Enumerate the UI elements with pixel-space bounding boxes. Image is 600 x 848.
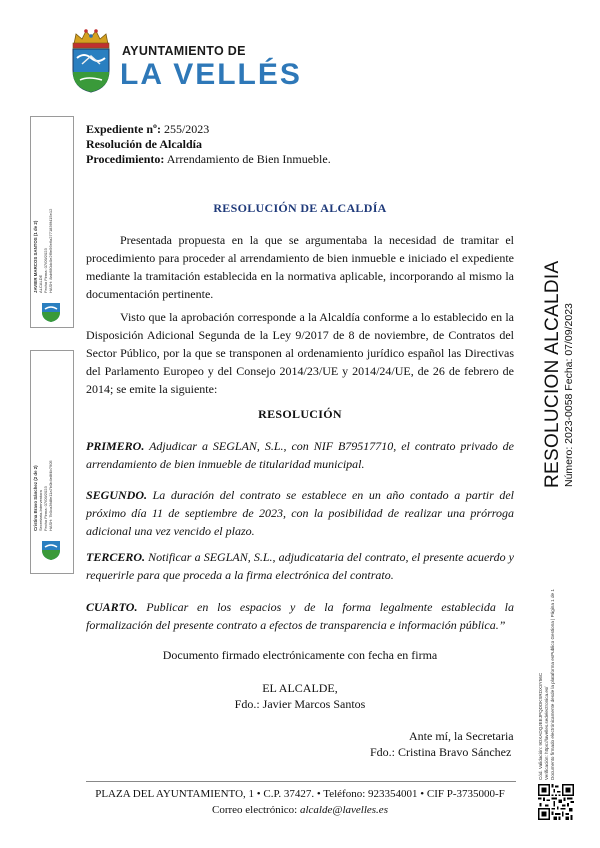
clause-segundo [86,486,514,540]
signature-hash: HASH: 8ab680dc0e2f9e56e6a2771836f415e12 [48,208,53,293]
paragraph-text: Visto que la aprobación corresponde a la Alcaldía conforme a lo establecido en la Disposición Adicional Segunda de la Ley 9/2017 de 8 de noviembre, de Contratos del Sector Público, por la que se transponen al ordenamiento jurídico español las Directivas del Parlamento Europeo y del Consejo 2014/23/UE y 2014/24/UE, de 26 de febrero de 2014; se emite la siguiente: [86,310,514,396]
mayor-title: EL ALCALDE, [262,681,338,695]
clause-cuarto [86,598,514,634]
procedimiento-label: Procedimiento: [86,152,165,166]
procedimiento-value: Arrendamiento de Bien Inmueble. [166,152,331,166]
clause-text: Notificar a SEGLAN, S.L., adjudicataria del contrato, el presente acuerdo y requerirle para que proceda a la firma electrónica del contrato. [86,550,515,582]
clause-label: SEGUNDO. [86,488,148,502]
footer-email-link[interactable]: alcalde@lavelles.es [299,804,388,816]
expediente-label: Expediente nº: [86,122,161,136]
clause-label: PRIMERO. [86,439,145,453]
clause-label: CUARTO. [86,600,138,614]
signature-hash: HASH: 7b0ca3fd8e11a7b0b4e8f4b7905 [48,460,53,531]
signature-name: JAVIER MARCOS SANTOS (1 de 2) [33,220,38,293]
paragraph-text: Presentada propuesta en la que se argumentaba la necesidad de tramitar el procedimiento para proceder al arrendamiento de bien inmueble e iniciado el expediente mediante la tramitación establecida en la normativa aplicable, incorporando al mismo la documentación pertinente. [86,233,514,301]
clause-primero [86,437,514,473]
signature-text-mayor [33,209,53,293]
expediente-line [86,122,209,137]
paragraph-2 [86,308,514,398]
stamp-csv-code: Cód. Validación: 9DXADQJEEJPQDDKSRDX3Y56C [538,672,543,780]
signature-box-mayor [30,116,74,328]
footer-email-line [0,804,600,816]
mayor-name: Fdo.: Javier Marcos Santos [234,697,366,711]
procedimiento-line [86,152,331,167]
clause-text: Publicar en los espacios y de la forma legalmente establecida la formalización del presente contrato a efectos de transparencia e información pública.” [86,600,514,632]
clause-text: La duración del contrato se establece en un año contado a partir del próximo día 11 de septiembre de 2023, con la posibilidad de realizar una prórroga adicional una vez vencido el plazo. [86,488,515,538]
footer-email-label: Correo electrónico: [212,804,298,816]
signature-date: Fecha Firma: 07/09/2023 [43,248,48,293]
secretary-title: Ante mí, la Secretaria [409,729,514,743]
signature-name: Cristina Bravo Sánchez (2 de 2) [33,465,38,531]
signed-note: Documento firmado electrónicamente con fecha en firma [162,648,438,662]
stamp-number-date: Número: 2023-0058 Fecha: 07/09/2023 [563,303,575,487]
logo-text-ayuntamiento: AYUNTAMIENTO DE [122,44,246,58]
signature-role: Secretaria-Interventora [38,490,43,531]
signature-text-secretary [33,460,53,531]
clause-text: Adjudicar a SEGLAN, S.L., con NIF B79517710, el contrato privado de arrendamiento de bien inmueble de titularidad municipal. [86,439,514,471]
stamp-csv-url[interactable]: Verificación: https://lavelles.sedelectronica.es/ [544,686,549,780]
expediente-value: 255/2023 [163,122,210,136]
signature-box-secretary [30,350,74,574]
stamp-validation [538,589,556,780]
secretary-name: Fdo.: Cristina Bravo Sánchez [370,745,512,759]
qr-code-icon[interactable] [538,784,574,820]
signature-date: Fecha Firma: 07/09/2023 [43,486,48,531]
resolucion-line [86,137,202,152]
footer-address: PLAZA DEL AYUNTAMIENTO, 1 • C.P. 37427. • Teléfono: 923354001 • CIF P-3735000-F [95,788,505,800]
clause-tercero [86,548,514,584]
signature-emblem-icon [39,299,63,323]
signature-role: ALCALDE [38,274,43,293]
document-title: RESOLUCIÓN DE ALCALDÍA [213,201,387,215]
footer-divider [86,781,516,782]
stamp-csv-note: Documento firmado electrónicamente desde la plataforma esPublico Gestiona | Página 1 de 1 [550,589,555,780]
paragraph-1 [86,231,514,303]
coat-of-arms-logo [68,28,114,94]
resolucion-label: Resolución de Alcaldía [86,137,203,151]
signature-emblem-icon [39,537,63,561]
clause-label: TERCERO. [86,550,146,564]
logo-text-town: LA VELLÉS [120,58,302,91]
stamp-title: RESOLUCION ALCALDIA [542,260,563,488]
resolucion-heading: RESOLUCIÓN [258,407,342,421]
